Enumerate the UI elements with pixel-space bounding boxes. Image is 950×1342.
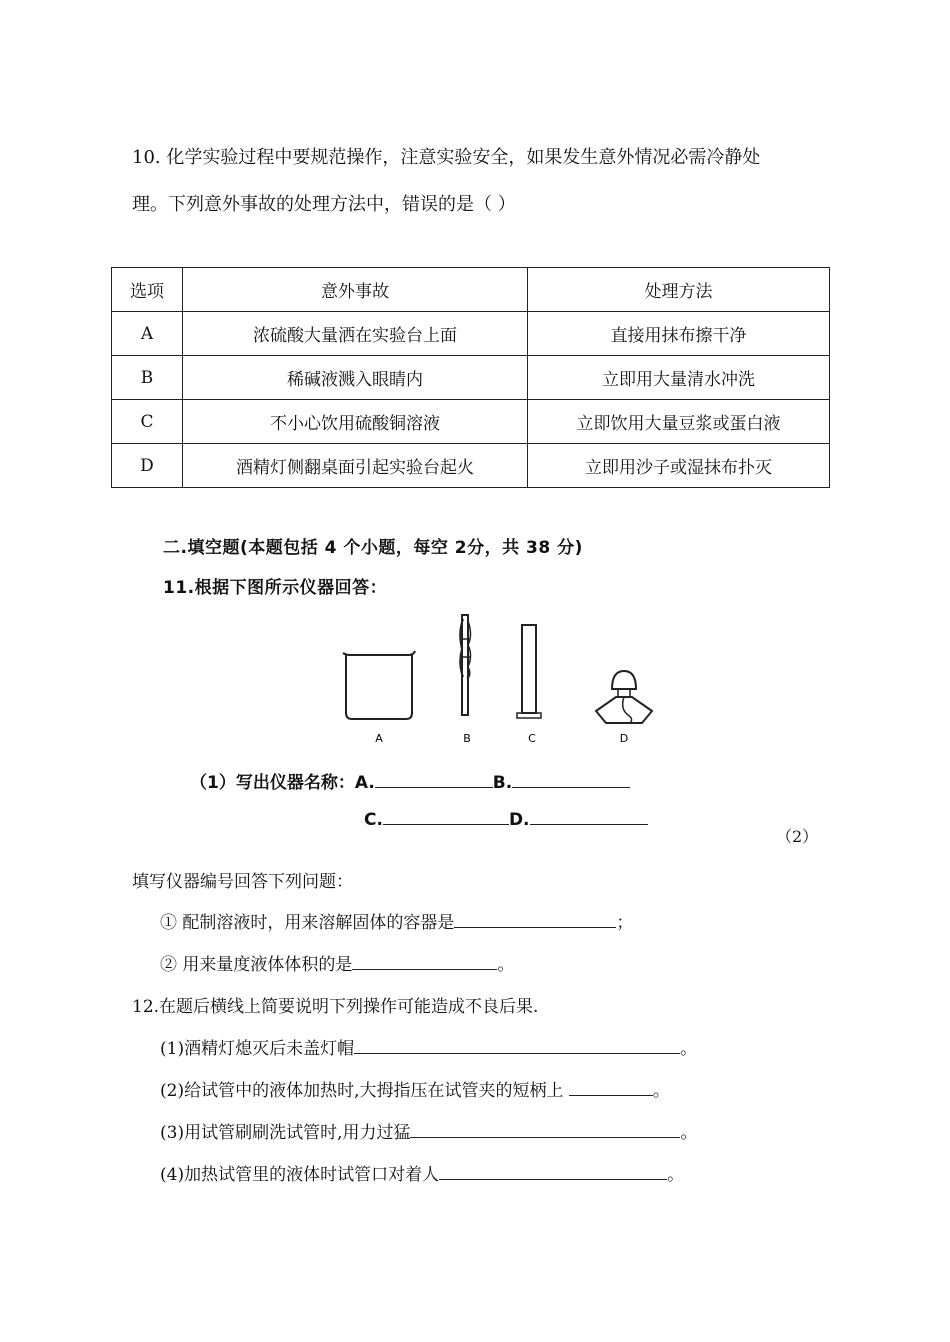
- table-cell: 浓硫酸大量洒在实验台上面: [183, 312, 528, 356]
- table-cell: 立即用大量清水冲洗: [528, 356, 830, 400]
- table-cell: 酒精灯侧翻桌面引起实验台起火: [183, 444, 528, 488]
- answer-blank-q12-4[interactable]: [439, 1163, 667, 1180]
- table-header-row: [112, 268, 830, 312]
- part2-item2-end: 。: [497, 955, 515, 975]
- instruments-figure: [330, 605, 660, 750]
- q10-line2: 理。下列意外事故的处理方法中，错误的是（ ）: [132, 194, 516, 215]
- table-header-cell: 选项: [112, 268, 183, 312]
- answer-blank-d[interactable]: [530, 808, 648, 825]
- q12-item2: [160, 1076, 670, 1101]
- instrument-label-d: D: [619, 732, 629, 745]
- label-c: C.: [364, 810, 383, 830]
- label-d: D.: [508, 810, 530, 830]
- part2-item1: [160, 908, 633, 933]
- test-tube-clamp-icon: [460, 615, 470, 715]
- q12-item1-end: 。: [680, 1039, 698, 1059]
- table-header-cell: 意外事故: [183, 268, 528, 312]
- part1-line2: [364, 808, 648, 830]
- part2-item1-text: ① 配制溶液时，用来溶解固体的容器是: [160, 913, 455, 933]
- table-row: [112, 444, 830, 488]
- q12-title: 12.在题后横线上简要说明下列操作可能造成不良后果.: [132, 997, 539, 1017]
- q12-item4: [160, 1160, 684, 1185]
- instrument-label-c: C: [528, 732, 536, 745]
- q10-line1: 10. 化学实验过程中要规范操作，注意实验安全，如果发生意外情况必需冷静处: [132, 147, 761, 168]
- answer-blank-q12-1[interactable]: [354, 1037, 680, 1054]
- q12-item1-text: (1)酒精灯熄灭后未盖灯帽: [160, 1039, 355, 1059]
- table-row: [112, 356, 830, 400]
- q11-title: 11.根据下图所示仪器回答：: [163, 578, 388, 598]
- alcohol-lamp-icon: [596, 671, 652, 723]
- q12-item1: [160, 1034, 697, 1059]
- table-row: [112, 312, 830, 356]
- table-cell: A: [112, 312, 183, 356]
- graduated-cylinder-icon: [517, 625, 541, 718]
- q12-item4-text: (4)加热试管里的液体时试管口对着人: [160, 1165, 440, 1185]
- table-row: [112, 400, 830, 444]
- answer-blank-b[interactable]: [512, 771, 630, 788]
- table-cell: 稀碱液溅入眼睛内: [183, 356, 528, 400]
- q12-item2-end: 。: [652, 1081, 670, 1101]
- part2-intro: 填写仪器编号回答下列问题：: [132, 872, 353, 892]
- table-cell: C: [112, 400, 183, 444]
- table-header-cell: 处理方法: [528, 268, 830, 312]
- q12-item4-end: 。: [667, 1165, 685, 1185]
- q12-item3: [160, 1118, 697, 1143]
- section-title: 二.填空题(本题包括 4 个小题，每空 2分，共 38 分): [163, 538, 583, 558]
- answer-blank-q12-2[interactable]: [569, 1079, 653, 1096]
- part1-line1: [190, 768, 630, 793]
- answer-blank-item2[interactable]: [352, 953, 497, 970]
- part1-prefix: （1）写出仪器名称：: [190, 773, 355, 793]
- answer-blank-c[interactable]: [383, 808, 509, 825]
- table-cell: D: [112, 444, 183, 488]
- part2-item2: [160, 950, 514, 975]
- q12-item2-text: (2)给试管中的液体加热时,大拇指压在试管夹的短柄上: [160, 1081, 569, 1101]
- table-cell: 不小心饮用硫酸铜溶液: [183, 400, 528, 444]
- part2-item1-end: ；: [616, 913, 634, 933]
- answer-blank-q12-3[interactable]: [410, 1121, 680, 1138]
- instrument-label-a: A: [375, 732, 383, 745]
- table-cell: 立即饮用大量豆浆或蛋白液: [528, 400, 830, 444]
- part2-item2-text: ② 用来量度液体体积的是: [160, 955, 353, 975]
- q12-item3-end: 。: [680, 1123, 698, 1143]
- q12-item3-text: (3)用试管刷刷洗试管时,用力过猛: [160, 1123, 411, 1143]
- answer-blank-a[interactable]: [375, 771, 493, 788]
- part2-number: （2）: [776, 827, 819, 846]
- label-a: A.: [354, 773, 375, 793]
- table-cell: 直接用抹布擦干净: [528, 312, 830, 356]
- table-cell: 立即用沙子或湿抹布扑灭: [528, 444, 830, 488]
- instrument-label-b: B: [463, 732, 471, 745]
- table-cell: B: [112, 356, 183, 400]
- label-b: B.: [492, 773, 513, 793]
- answer-blank-item1[interactable]: [454, 911, 616, 928]
- beaker-icon: [343, 651, 415, 719]
- accident-table: [111, 267, 830, 488]
